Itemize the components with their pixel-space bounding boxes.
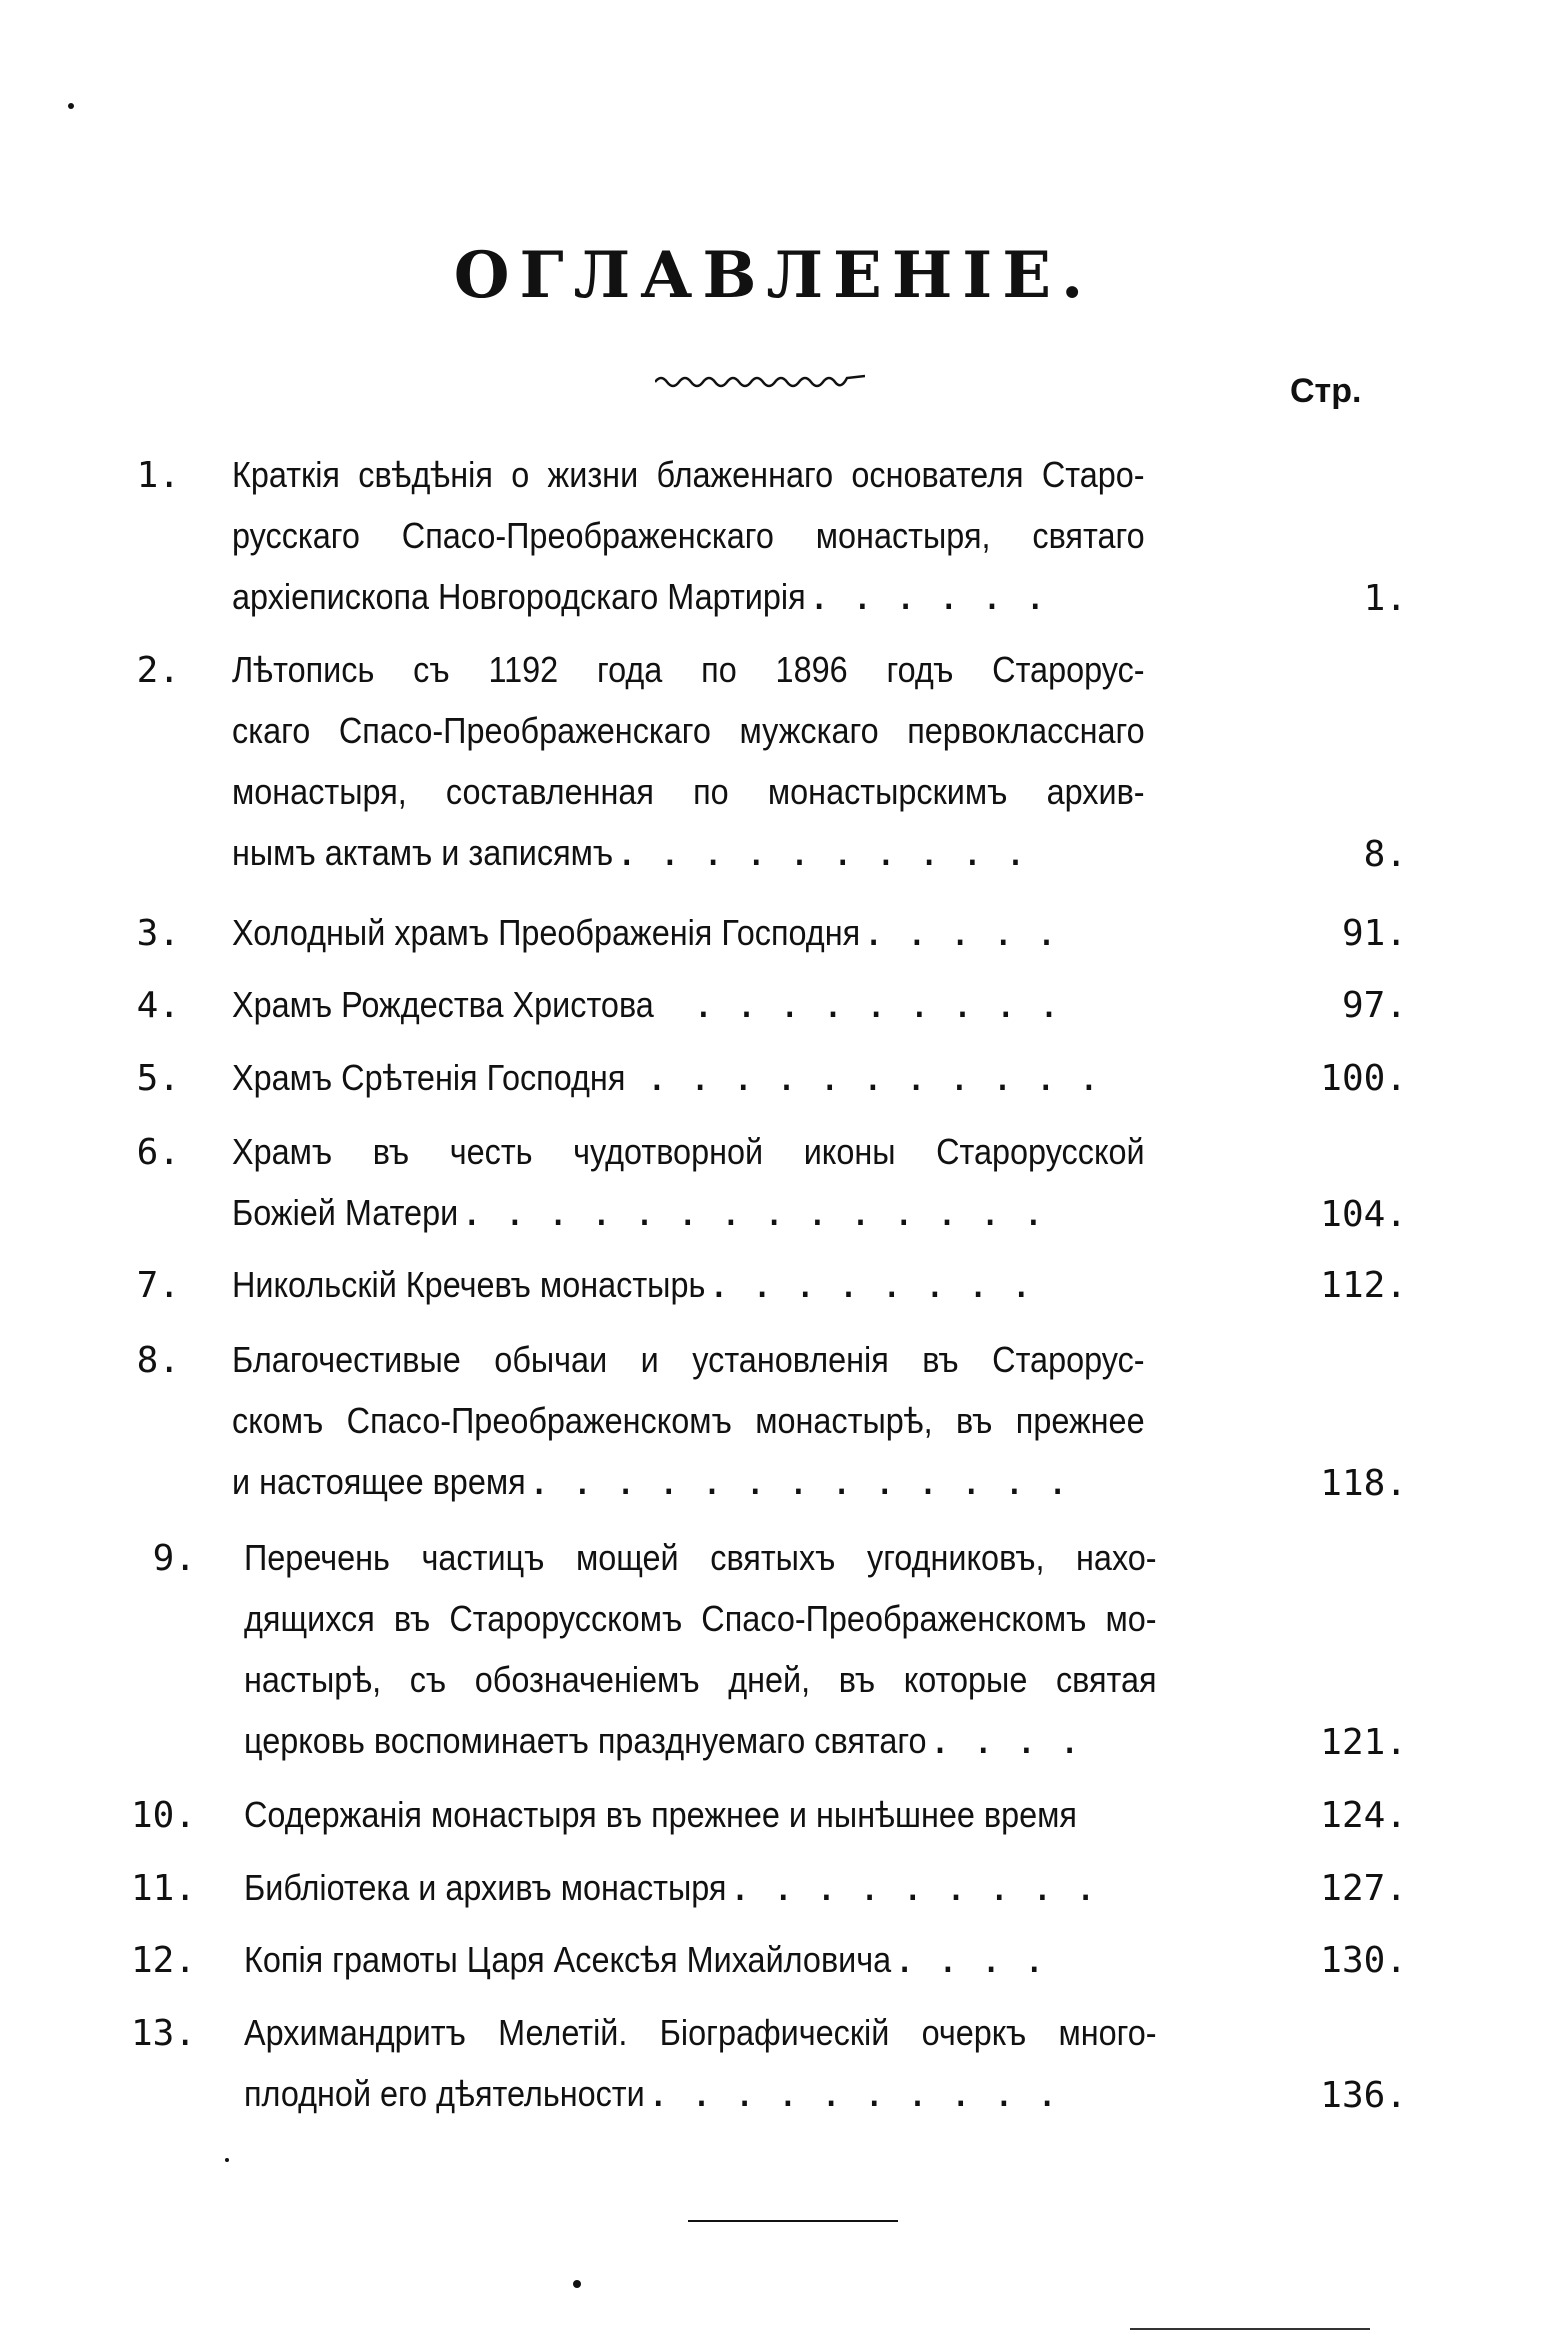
leader-dots: . . . . . bbox=[869, 912, 1064, 953]
entry-text: церковь воспоминаетъ празднуемаго святаго bbox=[244, 1720, 927, 1761]
entry-number: 4. bbox=[136, 985, 180, 1026]
entry-page-number: 112. bbox=[1320, 1265, 1407, 1306]
entry-page-number: 1. bbox=[1363, 578, 1407, 619]
leader-dots: . . . . . . . . bbox=[714, 1264, 1039, 1305]
leader-dots: . . . . . . . . . . . . . . bbox=[467, 1192, 1051, 1233]
entry-text: Храмъ Срѣтенія Господня bbox=[232, 1057, 626, 1098]
entry-text-line bbox=[232, 1260, 1145, 1310]
leader-dots: . . . . . . . . . bbox=[698, 984, 1067, 1025]
leader-dots: . . . . . . bbox=[814, 576, 1053, 617]
page-title: ОГЛАВЛЕНІЕ. bbox=[453, 238, 1094, 313]
entry-text-line bbox=[244, 1716, 1157, 1766]
entry-text: архіепископа Новгородскаго Мартирія bbox=[232, 576, 806, 617]
entry-text-line bbox=[244, 1935, 1157, 1985]
entry-text-line bbox=[232, 1053, 1145, 1103]
entry-text-line bbox=[232, 908, 1145, 958]
entry-page-number: 91. bbox=[1341, 913, 1407, 954]
page-column-label: Стр. bbox=[1290, 372, 1362, 410]
entry-text-line: Перечень частицъ мощей святыхъ угодниковъ, нахо- bbox=[244, 1537, 1157, 1578]
entry-text-line: скаго Спасо-Преображенскаго мужскаго первокласснаго bbox=[232, 710, 1145, 751]
entry-page-number: 130. bbox=[1320, 1940, 1407, 1981]
leader-dots: . . . . . . . . . . bbox=[622, 832, 1033, 873]
entry-text-line: Лѣтопись съ 1192 года по 1896 годъ Старорус- bbox=[232, 649, 1145, 690]
leader-dots: . . . . bbox=[935, 1720, 1087, 1761]
entry-number: 2. bbox=[136, 650, 180, 691]
entry-number: 3. bbox=[136, 913, 180, 954]
entry-number: 5. bbox=[136, 1058, 180, 1099]
entry-number: 9. bbox=[152, 1538, 196, 1579]
entry-text-line bbox=[232, 1457, 1145, 1507]
entry-number: 6. bbox=[136, 1132, 180, 1173]
entry-text-line bbox=[244, 2069, 1157, 2119]
entry-page-number: 136. bbox=[1320, 2075, 1407, 2116]
entry-text-line: Храмъ въ честь чудотворной иконы Старорусской bbox=[232, 1131, 1145, 1172]
leader-dots: . . . . bbox=[900, 1939, 1052, 1980]
entry-page-number: 8. bbox=[1363, 834, 1407, 875]
closing-rule bbox=[688, 2220, 898, 2222]
entry-text-line: Архимандритъ Мелетій. Біографическій очеркъ много- bbox=[244, 2012, 1157, 2053]
entry-text: нымъ актамъ и записямъ bbox=[232, 832, 614, 873]
entry-text: Копія грамоты Царя Асексѣя Михайловича bbox=[244, 1939, 892, 1980]
entry-page-number: 121. bbox=[1320, 1722, 1407, 1763]
entry-text: Храмъ Рождества Христова bbox=[232, 984, 654, 1025]
entry-text-line bbox=[244, 1863, 1157, 1913]
entry-text-line bbox=[232, 828, 1145, 878]
entry-text: Божіей Матери bbox=[232, 1192, 459, 1233]
entry-text-line bbox=[232, 980, 1145, 1030]
stray-ink-mark bbox=[225, 2158, 229, 2162]
entry-page-number: 127. bbox=[1320, 1868, 1407, 1909]
entry-text: Холодный храмъ Преображенія Господня bbox=[232, 912, 861, 953]
entry-text-line bbox=[232, 572, 1145, 622]
entry-text: Библіотека и архивъ монастыря bbox=[244, 1867, 727, 1908]
leader-dots: . . . . . . . . . . . bbox=[652, 1057, 1107, 1098]
entry-page-number: 118. bbox=[1320, 1463, 1407, 1504]
stray-ink-mark bbox=[573, 2280, 581, 2288]
entry-number: 13. bbox=[130, 2013, 196, 2054]
entry-text: Никольскій Кречевъ монастырь bbox=[232, 1264, 706, 1305]
entry-text-line: настырѣ, съ обозначеніемъ дней, въ которые святая bbox=[244, 1659, 1157, 1700]
entry-number: 1. bbox=[136, 455, 180, 496]
entry-page-number: 104. bbox=[1320, 1194, 1407, 1235]
entry-number: 11. bbox=[130, 1868, 196, 1909]
entry-number: 8. bbox=[136, 1340, 180, 1381]
entry-number: 7. bbox=[136, 1265, 180, 1306]
entry-text-line: дящихся въ Старорусскомъ Спасо-Преображенскомъ мо- bbox=[244, 1598, 1157, 1639]
leader-dots: . . . . . . . . . bbox=[735, 1867, 1103, 1908]
entry-text-line: Благочестивые обычаи и установленія въ Старорус- bbox=[232, 1339, 1145, 1380]
entry-text: плодной его дѣятельности bbox=[244, 2073, 645, 2114]
entry-number: 10. bbox=[130, 1795, 196, 1836]
leader-dots: . . . . . . . . . . . . . bbox=[534, 1461, 1075, 1502]
entry-text-line: монастыря, составленная по монастырскимъ архив- bbox=[232, 771, 1145, 812]
entry-page-number: 124. bbox=[1320, 1795, 1407, 1836]
entry-text: и настоящее время bbox=[232, 1461, 526, 1502]
entry-text-line: Краткія свѣдѣнія о жизни блаженнаго основателя Старо- bbox=[232, 454, 1145, 495]
entry-page-number: 97. bbox=[1341, 985, 1407, 1026]
entry-text-line: скомъ Спасо-Преображенскомъ монастырѣ, въ прежнее bbox=[232, 1400, 1145, 1441]
entry-page-number: 100. bbox=[1320, 1058, 1407, 1099]
footer-rule bbox=[1130, 2328, 1370, 2330]
entry-text-line: русскаго Спасо-Преображенскаго монастыря, святаго bbox=[232, 515, 1145, 556]
leader-dots: . . . . . . . . . . bbox=[653, 2073, 1065, 2114]
entry-text-line: Содержанія монастыря въ прежнее и нынѣшнее время bbox=[244, 1794, 1077, 1835]
entry-number: 12. bbox=[130, 1940, 196, 1981]
entry-text-line bbox=[232, 1188, 1145, 1238]
